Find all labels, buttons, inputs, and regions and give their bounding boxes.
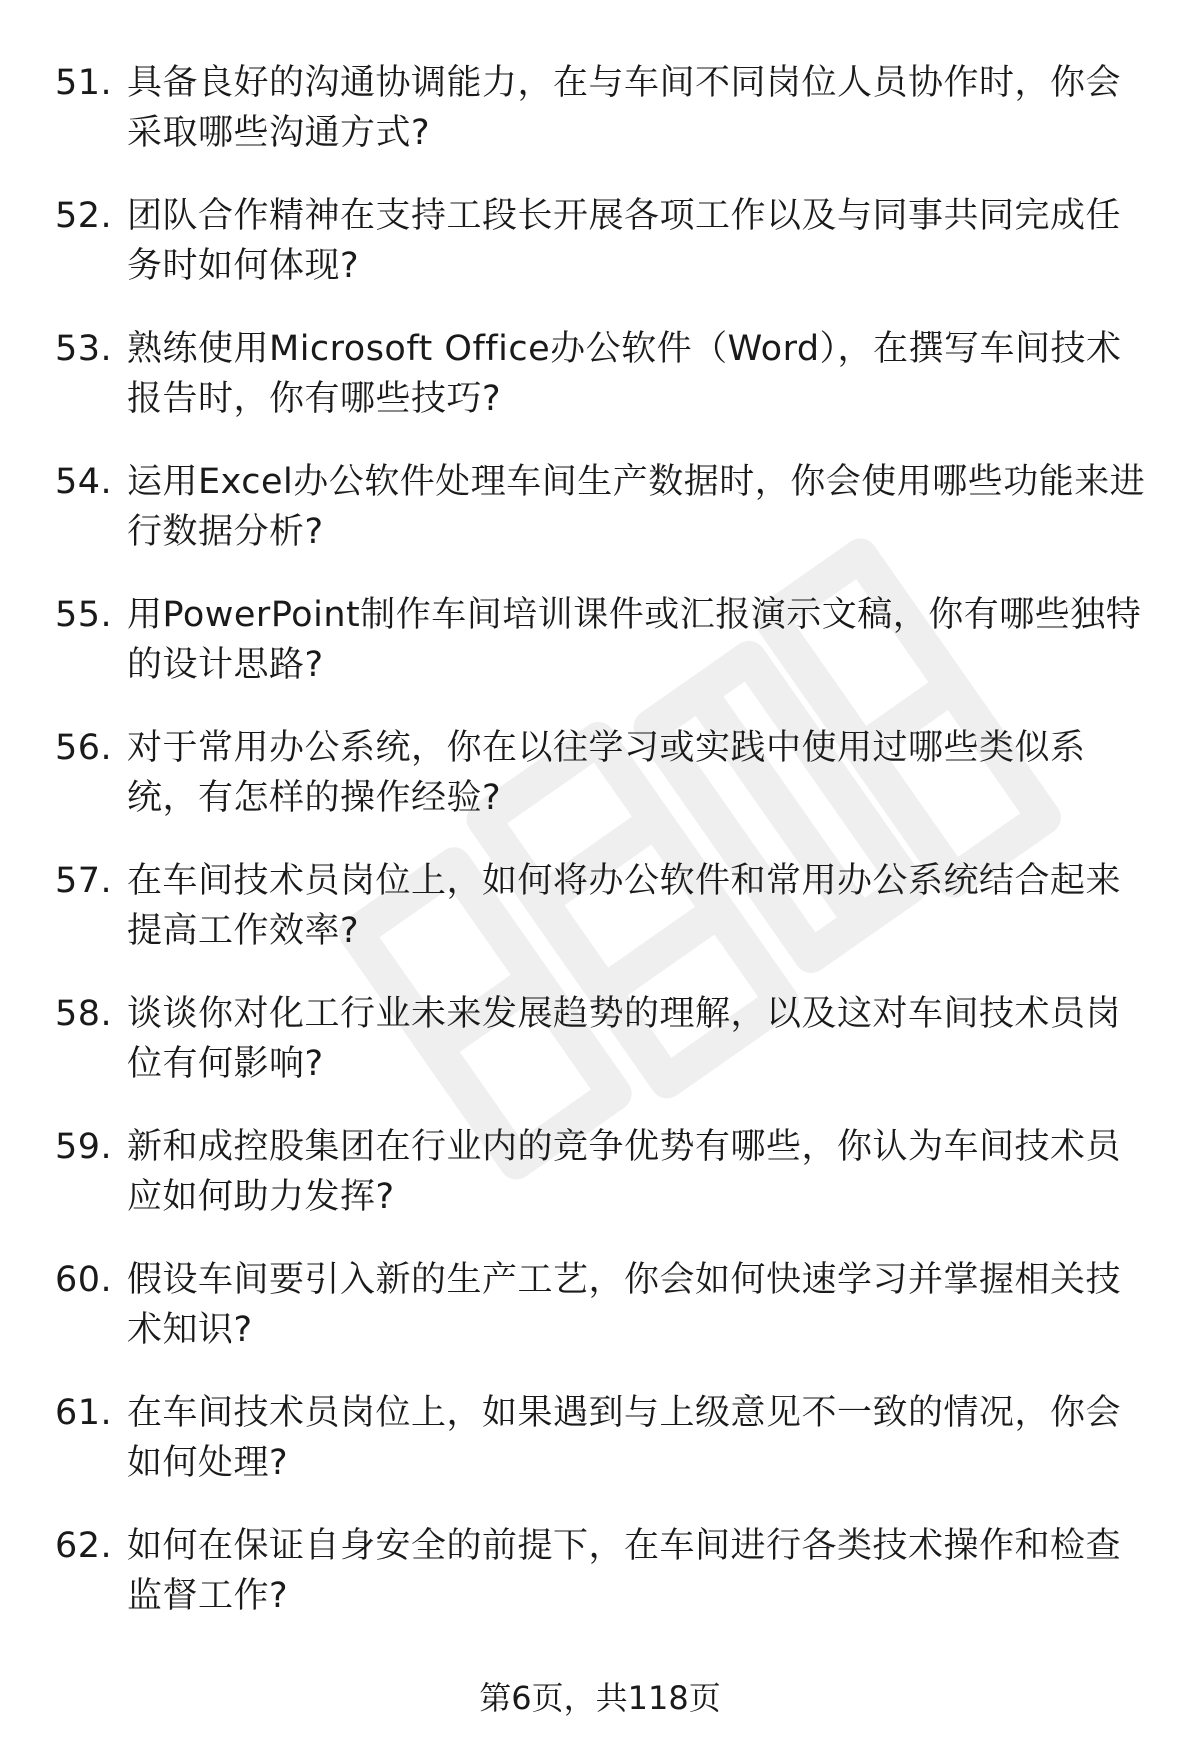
list-item (55, 590, 1155, 723)
question-text: 用PowerPoint制作车间培训课件或汇报演示文稿，你有哪些独特的设计思路? (127, 595, 1142, 685)
list-item (55, 1521, 1155, 1654)
question-text: 运用Excel办公软件处理车间生产数据时，你会使用哪些功能来进行数据分析? (127, 462, 1146, 552)
question-text: 新和成控股集团在行业内的竞争优势有哪些，你认为车间技术员应如何助力发挥? (127, 1127, 1122, 1217)
question-number: 59. (55, 1127, 113, 1167)
list-item (55, 1255, 1155, 1388)
question-number: 52. (55, 196, 113, 236)
question-number: 56. (55, 728, 113, 768)
list-item (55, 58, 1155, 191)
list-item (55, 1388, 1155, 1521)
question-number: 57. (55, 861, 113, 901)
question-number: 54. (55, 462, 113, 502)
question-text: 在车间技术员岗位上，如果遇到与上级意见不一致的情况，你会如何处理? (127, 1393, 1122, 1483)
question-text: 对于常用办公系统，你在以往学习或实践中使用过哪些类似系统，有怎样的操作经验? (127, 728, 1086, 818)
list-item (55, 989, 1155, 1122)
question-number: 53. (55, 329, 113, 369)
question-number: 61. (55, 1393, 113, 1433)
question-text: 谈谈你对化工行业未来发展趋势的理解，以及这对车间技术员岗位有何影响? (127, 994, 1122, 1084)
question-text: 熟练使用Microsoft Office办公软件（Word），在撰写车间技术报告时，你有哪些技巧? (127, 329, 1122, 419)
question-text: 在车间技术员岗位上，如何将办公软件和常用办公系统结合起来提高工作效率? (127, 861, 1122, 951)
question-list (55, 58, 1155, 1654)
list-item (55, 191, 1155, 324)
list-item (55, 457, 1155, 590)
question-text: 如何在保证自身安全的前提下，在车间进行各类技术操作和检查监督工作? (127, 1526, 1122, 1616)
question-number: 60. (55, 1260, 113, 1300)
list-item (55, 324, 1155, 457)
list-item (55, 1122, 1155, 1255)
question-text: 团队合作精神在支持工段长开展各项工作以及与同事共同完成任务时如何体现? (127, 196, 1122, 286)
question-number: 55. (55, 595, 113, 635)
page-footer: 第6页，共118页 (479, 1679, 721, 1717)
list-item (55, 723, 1155, 856)
question-number: 51. (55, 63, 113, 103)
question-text: 具备良好的沟通协调能力，在与车间不同岗位人员协作时，你会采取哪些沟通方式? (127, 63, 1122, 153)
question-number: 62. (55, 1526, 113, 1566)
question-number: 58. (55, 994, 113, 1034)
list-item (55, 856, 1155, 989)
question-text: 假设车间要引入新的生产工艺，你会如何快速学习并掌握相关技术知识? (127, 1260, 1122, 1350)
